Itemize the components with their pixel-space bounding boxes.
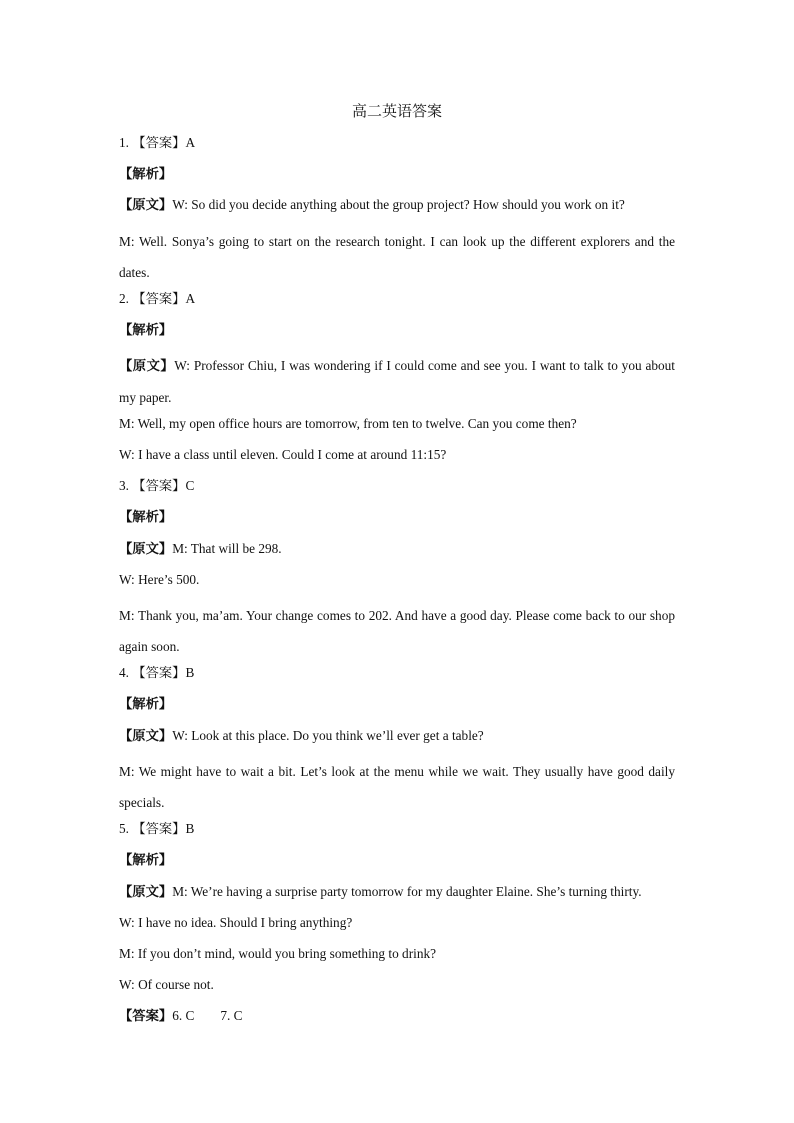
q3-line1-text: M: That will be 298.: [172, 540, 282, 556]
q1-answer: 1. 【答案】A: [119, 135, 196, 150]
q4-line1-text: W: Look at this place. Do you think we’ll ever get a table?: [172, 727, 484, 743]
q5-orig-tag: 【原文】: [119, 883, 173, 899]
q1-line1-text: W: So did you decide anything about the group project? How should you work on it?: [172, 197, 625, 213]
q3-answer: 3. 【答案】C: [119, 478, 195, 494]
q4-answer: 4. 【答案】B: [119, 665, 195, 681]
q5-transcript-line: [119, 881, 675, 912]
q5-line4: W: Of course not.: [119, 977, 214, 993]
q3-analysis-heading: 【解析】: [119, 509, 173, 525]
q3-line2: W: Here’s 500.: [119, 571, 200, 587]
q2-line2: M: Well, my open office hours are tomorrow, from ten to twelve. Can you come then?: [119, 415, 577, 431]
q67-answer-tag: 【答案】: [119, 1008, 173, 1024]
q1-transcript-line: [119, 194, 675, 225]
q6-answer: 6. C: [172, 1008, 195, 1024]
q5-line2: W: I have no idea. Should I bring anything?: [119, 914, 353, 930]
q67-answer-line: [119, 1005, 675, 1036]
q2-line3: W: I have a class until eleven. Could I come at around 11:15?: [119, 446, 447, 462]
q1-orig-tag: 【原文】: [119, 197, 173, 213]
q2-line1-text: W: Professor Chiu, I was wondering if I could come and see you. I want to talk to you about my paper.: [119, 358, 675, 405]
q7-answer: 7. C: [220, 1008, 243, 1024]
q2-answer: 2. 【答案】A: [119, 290, 196, 306]
q3-line3: M: Thank you, ma’am. Your change comes to 202. And have a good day. Please come back to our shop again soon.: [119, 607, 675, 655]
q2-orig-tag: 【原文】: [119, 358, 175, 374]
q5-line1-text: M: We’re having a surprise party tomorrow for my daughter Elaine. She’s turning thirty.: [172, 883, 642, 899]
document-body: [119, 132, 675, 1037]
q4-analysis-heading: 【解析】: [119, 696, 173, 712]
q3-orig-tag: 【原文】: [119, 540, 173, 556]
q4-transcript-line: [119, 725, 675, 756]
page-title: 高二英语答案: [351, 104, 442, 120]
q3-transcript-line: [119, 538, 675, 569]
q5-line3: M: If you don’t mind, would you bring something to drink?: [119, 946, 437, 961]
q4-line2: M: We might have to wait a bit. Let’s look at the menu while we wait. They usually have good daily specials.: [119, 763, 675, 811]
q2-transcript-line: [119, 350, 675, 412]
q2-analysis-heading: 【解析】: [119, 322, 173, 338]
q4-orig-tag: 【原文】: [119, 727, 173, 743]
q5-answer: 5. 【答案】B: [119, 821, 195, 837]
q1-analysis-heading: 【解析】: [119, 166, 173, 182]
q5-analysis-heading: 【解析】: [119, 852, 173, 868]
q1-line2: M: Well. Sonya’s going to start on the research tonight. I can look up the different explorers and the dates.: [119, 233, 675, 280]
